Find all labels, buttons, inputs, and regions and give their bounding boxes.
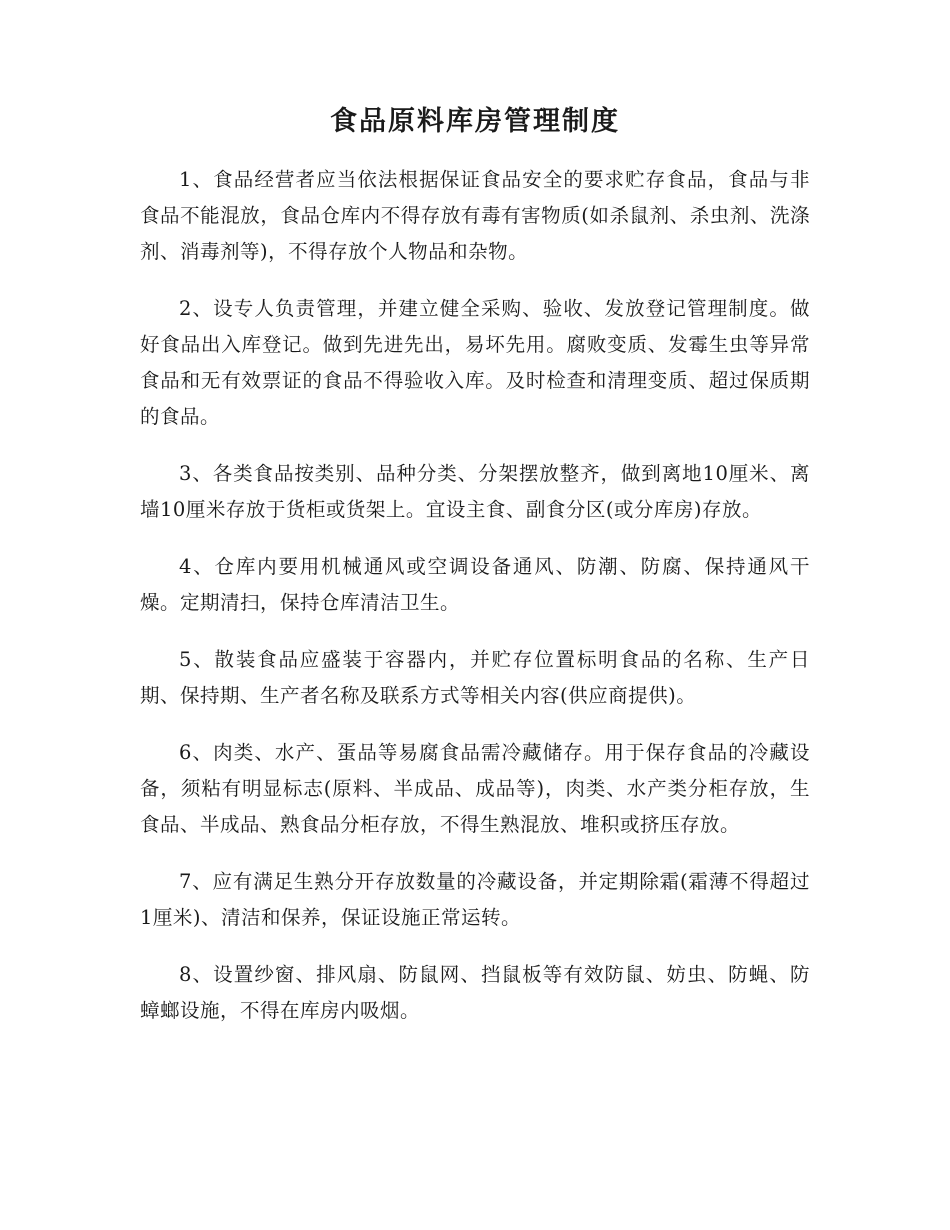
paragraph-5: 5、散装食品应盛装于容器内，并贮存位置标明食品的名称、生产日期、保持期、生产者名称及联系方式等相关内容(供应商提供)。: [140, 648, 810, 708]
paragraph-3: 3、各类食品按类别、品种分类、分架摆放整齐，做到离地10厘米、离墙10厘米存放于货柜或货架上。宜设主食、副食分区(或分库房)存放。: [140, 462, 810, 522]
paragraph-2: 2、设专人负责管理，并建立健全采购、验收、发放登记管理制度。做好食品出入库登记。做到先进先出，易坏先用。腐败变质、发霉生虫等异常食品和无有效票证的食品不得验收入库。及时检查和清理变质、超过保质期的食品。: [140, 297, 810, 429]
document-page: [140, 106, 810, 1050]
paragraph-7: 7、应有满足生熟分开存放数量的冷藏设备，并定期除霜(霜薄不得超过1厘米)、清洁和保养，保证设施正常运转。: [140, 870, 810, 930]
paragraph-8: 8、设置纱窗、排风扇、防鼠网、挡鼠板等有效防鼠、妨虫、防蝇、防蟑螂设施，不得在库房内吸烟。: [140, 963, 810, 1023]
document-title: 食品原料库房管理制度: [330, 106, 620, 137]
paragraph-6: 6、肉类、水产、蛋品等易腐食品需冷藏储存。用于保存食品的冷藏设备，须粘有明显标志(原料、半成品、成品等)，肉类、水产类分柜存放，生食品、半成品、熟食品分柜存放，不得生熟混放、堆积或挤压存放。: [140, 741, 810, 837]
paragraph-1: 1、食品经营者应当依法根据保证食品安全的要求贮存食品，食品与非食品不能混放，食品仓库内不得存放有毒有害物质(如杀鼠剂、杀虫剂、洗涤剂、消毒剂等)，不得存放个人物品和杂物。: [140, 168, 810, 264]
paragraph-4: 4、仓库内要用机械通风或空调设备通风、防潮、防腐、保持通风干燥。定期清扫，保持仓库清洁卫生。: [140, 555, 810, 615]
